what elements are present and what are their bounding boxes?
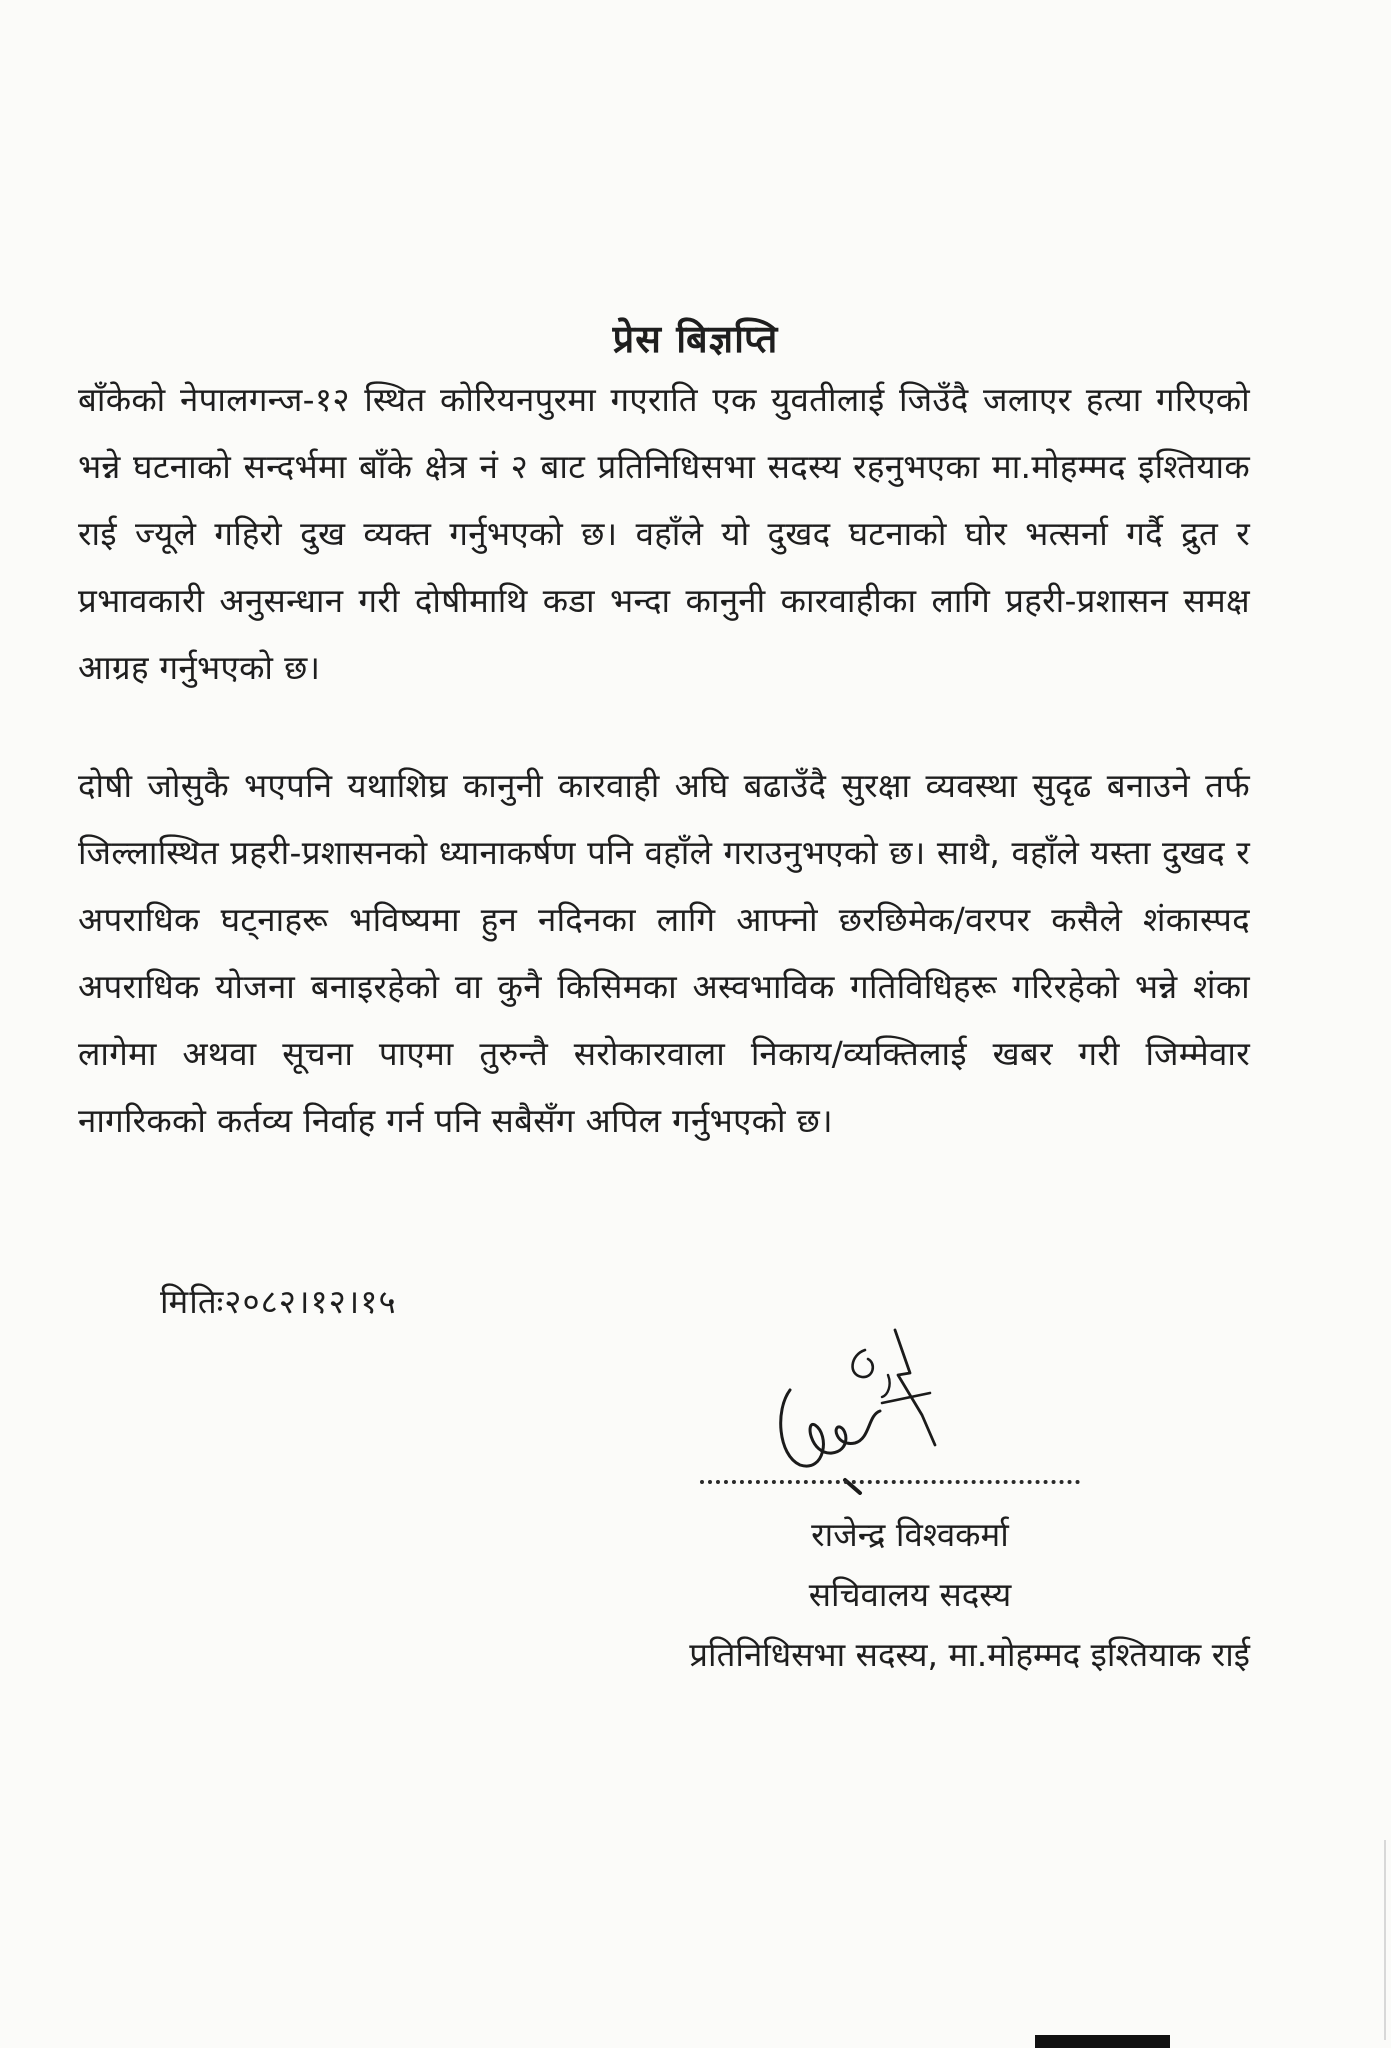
handwritten-signature	[770, 1315, 940, 1495]
document-title: प्रेस बिज्ञप्ति	[612, 317, 779, 361]
scan-bottom-mark	[1035, 2035, 1170, 2048]
scan-edge-line	[1384, 1840, 1386, 2040]
signature-dotted-line	[700, 1480, 1080, 1484]
signatory-office: प्रतिनिधिसभा सदस्य, मा.मोहम्मद इश्तियाक राई	[689, 1635, 1250, 1674]
signatory-role: सचिवालय सदस्य	[808, 1575, 1012, 1614]
document-date: मितिः२०८२।१२।१५	[160, 1282, 397, 1321]
paragraph-1: बाँकेको नेपालगन्ज-१२ स्थित कोरियनपुरमा गएराति एक युवतीलाई जिउँदै जलाएर हत्या गरिएको भन्ने घटनाको सन्दर्भमा बाँके क्षेत्र नं २ बाट प्रतिनिधिसभा सदस्य रहनुभएका मा.मोहम्मद इश्तियाक राई ज्यूले गहिरो दुख व्यक्त गर्नुभएको छ। वहाँले यो दुखद घटनाको घोर भत्सर्ना गर्दै द्रुत र प्रभावकारी अनुसन्धान गरी दोषीमाथि कडा भन्दा कानुनी कारवाहीका लागि प्रहरी-प्रशासन समक्ष आग्रह गर्नुभएको छ।	[78, 380, 1250, 687]
signatory-name: राजेन्द्र विश्वकर्मा	[811, 1515, 1009, 1554]
paragraph-2: दोषी जोसुकै भएपनि यथाशिघ्र कानुनी कारवाही अघि बढाउँदै सुरक्षा व्यवस्था सुदृढ बनाउने तर्फ जिल्लास्थित प्रहरी-प्रशासनको ध्यानाकर्षण पनि वहाँले गराउनुभएको छ। साथै, वहाँले यस्ता दुखद र अपराधिक घट्नाहरू भविष्यमा हुन नदिनका लागि आफ्नो छरछिमेक/वरपर कसैले शंकास्पद अपराधिक योजना बनाइरहेको वा कुनै किसिमका अस्वभाविक गतिविधिहरू गरिरहेको भन्ने शंका लागेमा अथवा सूचना पाएमा तुरुन्तै सरोकारवाला निकाय/व्यक्तिलाई खबर गरी जिम्मेवार नागरिकको कर्तव्य निर्वाह गर्न पनि सबैसँग अपिल गर्नुभएको छ।	[78, 766, 1250, 1140]
signatory-block	[560, 1505, 1260, 1685]
